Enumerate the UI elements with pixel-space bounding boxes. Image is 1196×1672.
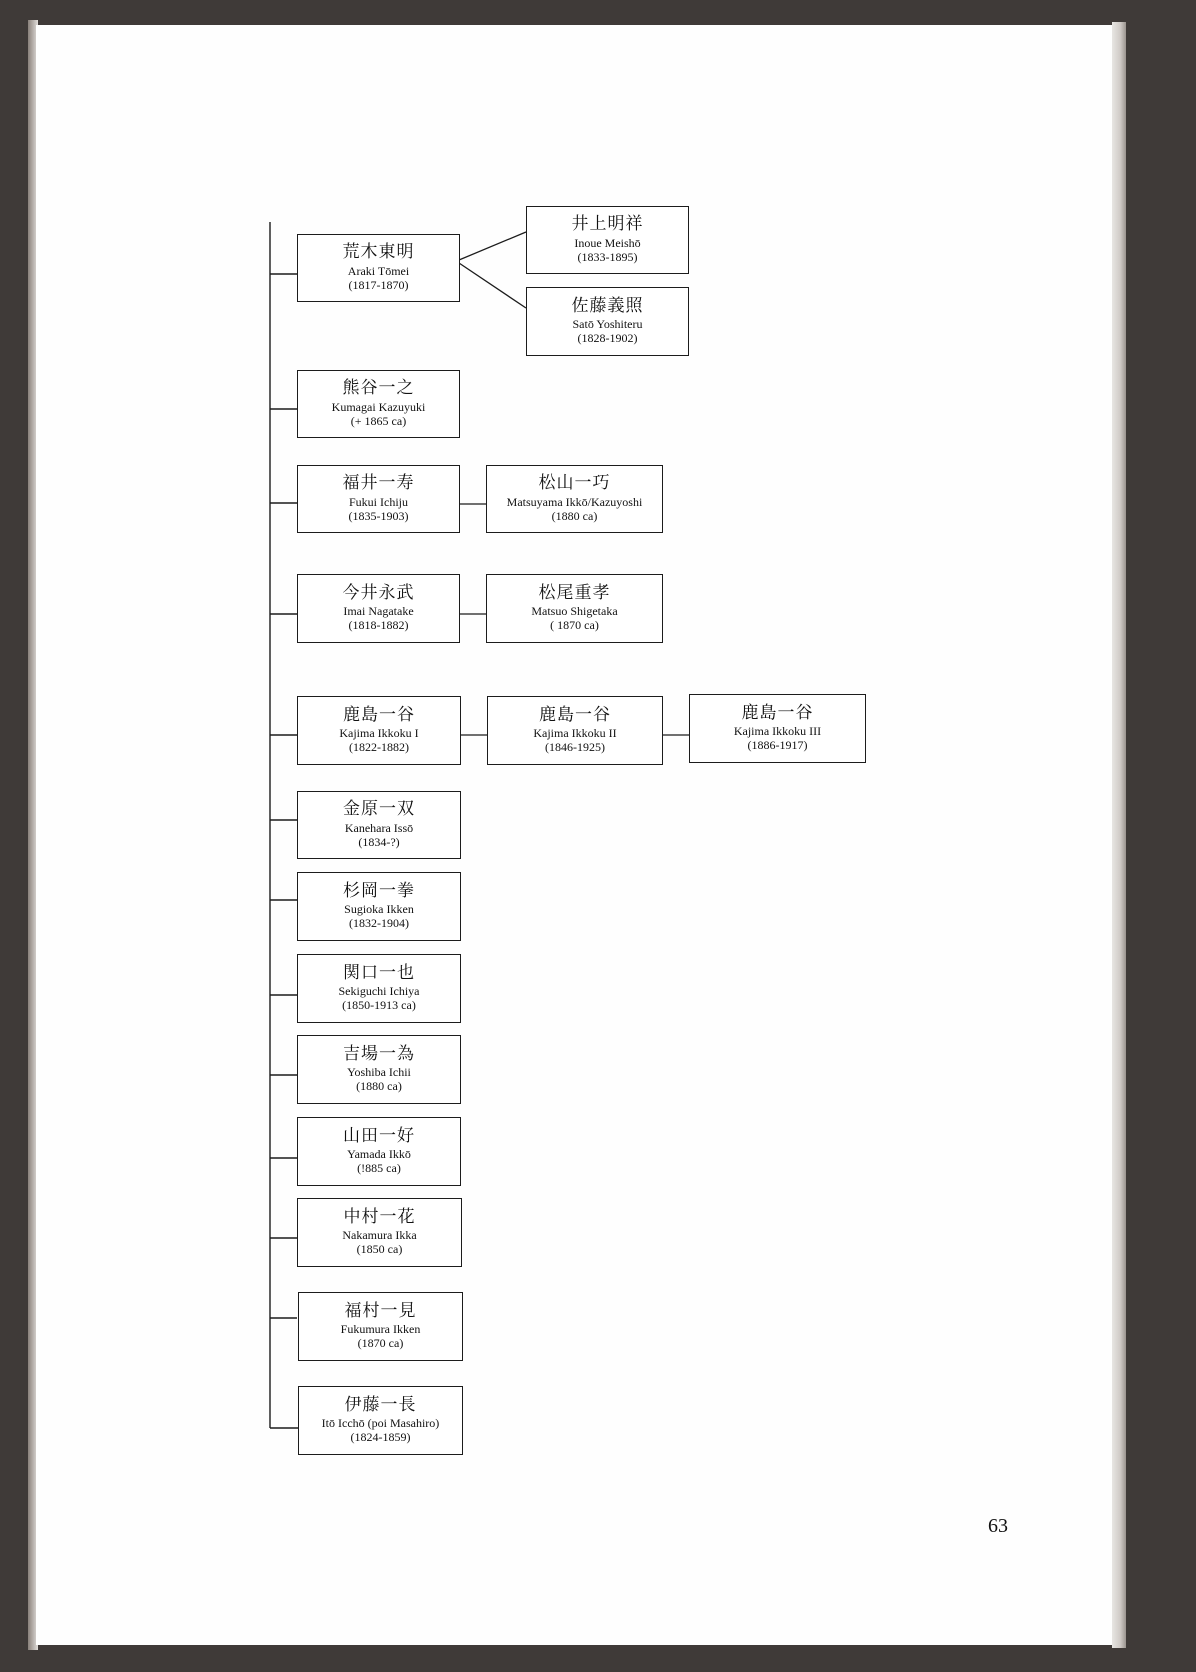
node-kumagai-kazuyuki bbox=[297, 370, 460, 438]
node-romaji: Sugioka Ikken bbox=[344, 902, 414, 917]
node-kanji: 福村一見 bbox=[344, 1300, 417, 1321]
node-kanji: 関口一也 bbox=[343, 962, 415, 983]
node-dates: (1835-1903) bbox=[348, 508, 409, 523]
node-nakamura-ikka bbox=[297, 1198, 462, 1267]
node-romaji: Matsuo Shigetaka bbox=[531, 604, 618, 619]
node-dates: (1880 ca) bbox=[551, 508, 598, 523]
node-kanji: 中村一花 bbox=[343, 1206, 416, 1227]
node-romaji: Kajima Ikkoku I bbox=[339, 726, 419, 741]
node-dates: (1846-1925) bbox=[545, 740, 605, 755]
node-dates: (1818-1882) bbox=[348, 618, 409, 633]
node-dates: (1880 ca) bbox=[356, 1079, 402, 1094]
node-kanji: 熊谷一之 bbox=[342, 378, 415, 399]
node-dates: (1824-1859) bbox=[350, 1430, 411, 1445]
node-kajima-ikkoku-1 bbox=[297, 696, 461, 765]
node-dates: (1834-?) bbox=[358, 834, 400, 849]
node-romaji: Kajima Ikkoku II bbox=[533, 726, 617, 741]
node-dates: (1850 ca) bbox=[356, 1242, 403, 1257]
node-dates: (1850-1913 ca) bbox=[342, 998, 416, 1013]
node-kanji: 井上明祥 bbox=[571, 214, 644, 235]
node-fukui-ichiju bbox=[297, 465, 460, 533]
node-dates: ( 1870 ca) bbox=[550, 618, 599, 633]
node-romaji: Matsuyama Ikkō/Kazuyoshi bbox=[506, 494, 643, 509]
node-romaji: Fukumura Ikken bbox=[340, 1322, 421, 1337]
node-sekiguchi-ichiya bbox=[297, 954, 461, 1023]
node-romaji: Inoue Meishō bbox=[574, 235, 641, 250]
node-yamada-ikko bbox=[297, 1117, 461, 1186]
node-yoshiba-ichii bbox=[297, 1035, 461, 1104]
node-inoue-meisho bbox=[526, 206, 689, 274]
node-romaji: Araki Tōmei bbox=[347, 263, 410, 278]
node-dates: (+ 1865 ca) bbox=[350, 413, 407, 428]
node-sato-yoshiteru bbox=[526, 287, 689, 356]
node-kanji: 杉岡一拳 bbox=[343, 880, 415, 901]
node-romaji: Imai Nagatake bbox=[343, 604, 414, 619]
node-matsuo-shigetaka bbox=[486, 574, 663, 643]
node-dates: (1832-1904) bbox=[349, 916, 409, 931]
node-dates: (1822-1882) bbox=[349, 740, 409, 755]
node-dates: (1886-1917) bbox=[747, 738, 808, 753]
node-sugioka-ikken bbox=[297, 872, 461, 941]
edge-araki-inoue bbox=[459, 232, 526, 260]
node-kanji: 鹿島一谷 bbox=[741, 702, 814, 723]
node-dates: (1870 ca) bbox=[357, 1336, 404, 1351]
node-romaji: Kumagai Kazuyuki bbox=[331, 399, 426, 414]
node-kanji: 松尾重孝 bbox=[538, 582, 611, 603]
node-kanehara-isso bbox=[297, 791, 461, 859]
node-kanji: 鹿島一谷 bbox=[539, 704, 611, 725]
node-kanji: 金原一双 bbox=[343, 799, 415, 820]
node-imai-nagatake bbox=[297, 574, 460, 643]
node-dates: (1828-1902) bbox=[577, 331, 638, 346]
node-kanji: 松山一巧 bbox=[538, 473, 611, 494]
node-romaji: Itō Icchō (poi Masahiro) bbox=[321, 1416, 440, 1431]
node-araki-tomei bbox=[297, 234, 460, 302]
edge-araki-sato bbox=[459, 263, 526, 308]
node-dates: (!885 ca) bbox=[357, 1161, 401, 1176]
node-kanji: 荒木東明 bbox=[342, 242, 415, 263]
page-number: 63 bbox=[988, 1515, 1008, 1537]
node-kajima-ikkoku-3 bbox=[689, 694, 866, 763]
node-kanji: 佐藤義照 bbox=[571, 295, 644, 316]
node-romaji: Yoshiba Ichii bbox=[347, 1065, 411, 1080]
node-romaji: Satō Yoshiteru bbox=[572, 317, 643, 332]
node-dates: (1833-1895) bbox=[577, 249, 638, 264]
node-ito-iccho bbox=[298, 1386, 463, 1455]
node-kanji: 鹿島一谷 bbox=[343, 704, 415, 725]
node-romaji: Nakamura Ikka bbox=[342, 1228, 417, 1243]
node-dates: (1817-1870) bbox=[348, 277, 409, 292]
node-fukumura-ikken bbox=[298, 1292, 463, 1361]
node-romaji: Kanehara Issō bbox=[344, 820, 414, 835]
node-romaji: Kajima Ikkoku III bbox=[733, 724, 822, 739]
node-kanji: 伊藤一長 bbox=[344, 1394, 417, 1415]
node-matsuyama-ikko bbox=[486, 465, 663, 533]
node-kanji: 山田一好 bbox=[343, 1125, 415, 1146]
node-kanji: 吉場一為 bbox=[343, 1043, 415, 1064]
node-romaji: Yamada Ikkō bbox=[347, 1147, 411, 1162]
node-kanji: 福井一寿 bbox=[342, 473, 415, 494]
node-romaji: Fukui Ichiju bbox=[349, 494, 408, 509]
node-kanji: 今井永武 bbox=[342, 582, 415, 603]
node-romaji: Sekiguchi Ichiya bbox=[338, 984, 420, 999]
node-kajima-ikkoku-2 bbox=[487, 696, 663, 765]
